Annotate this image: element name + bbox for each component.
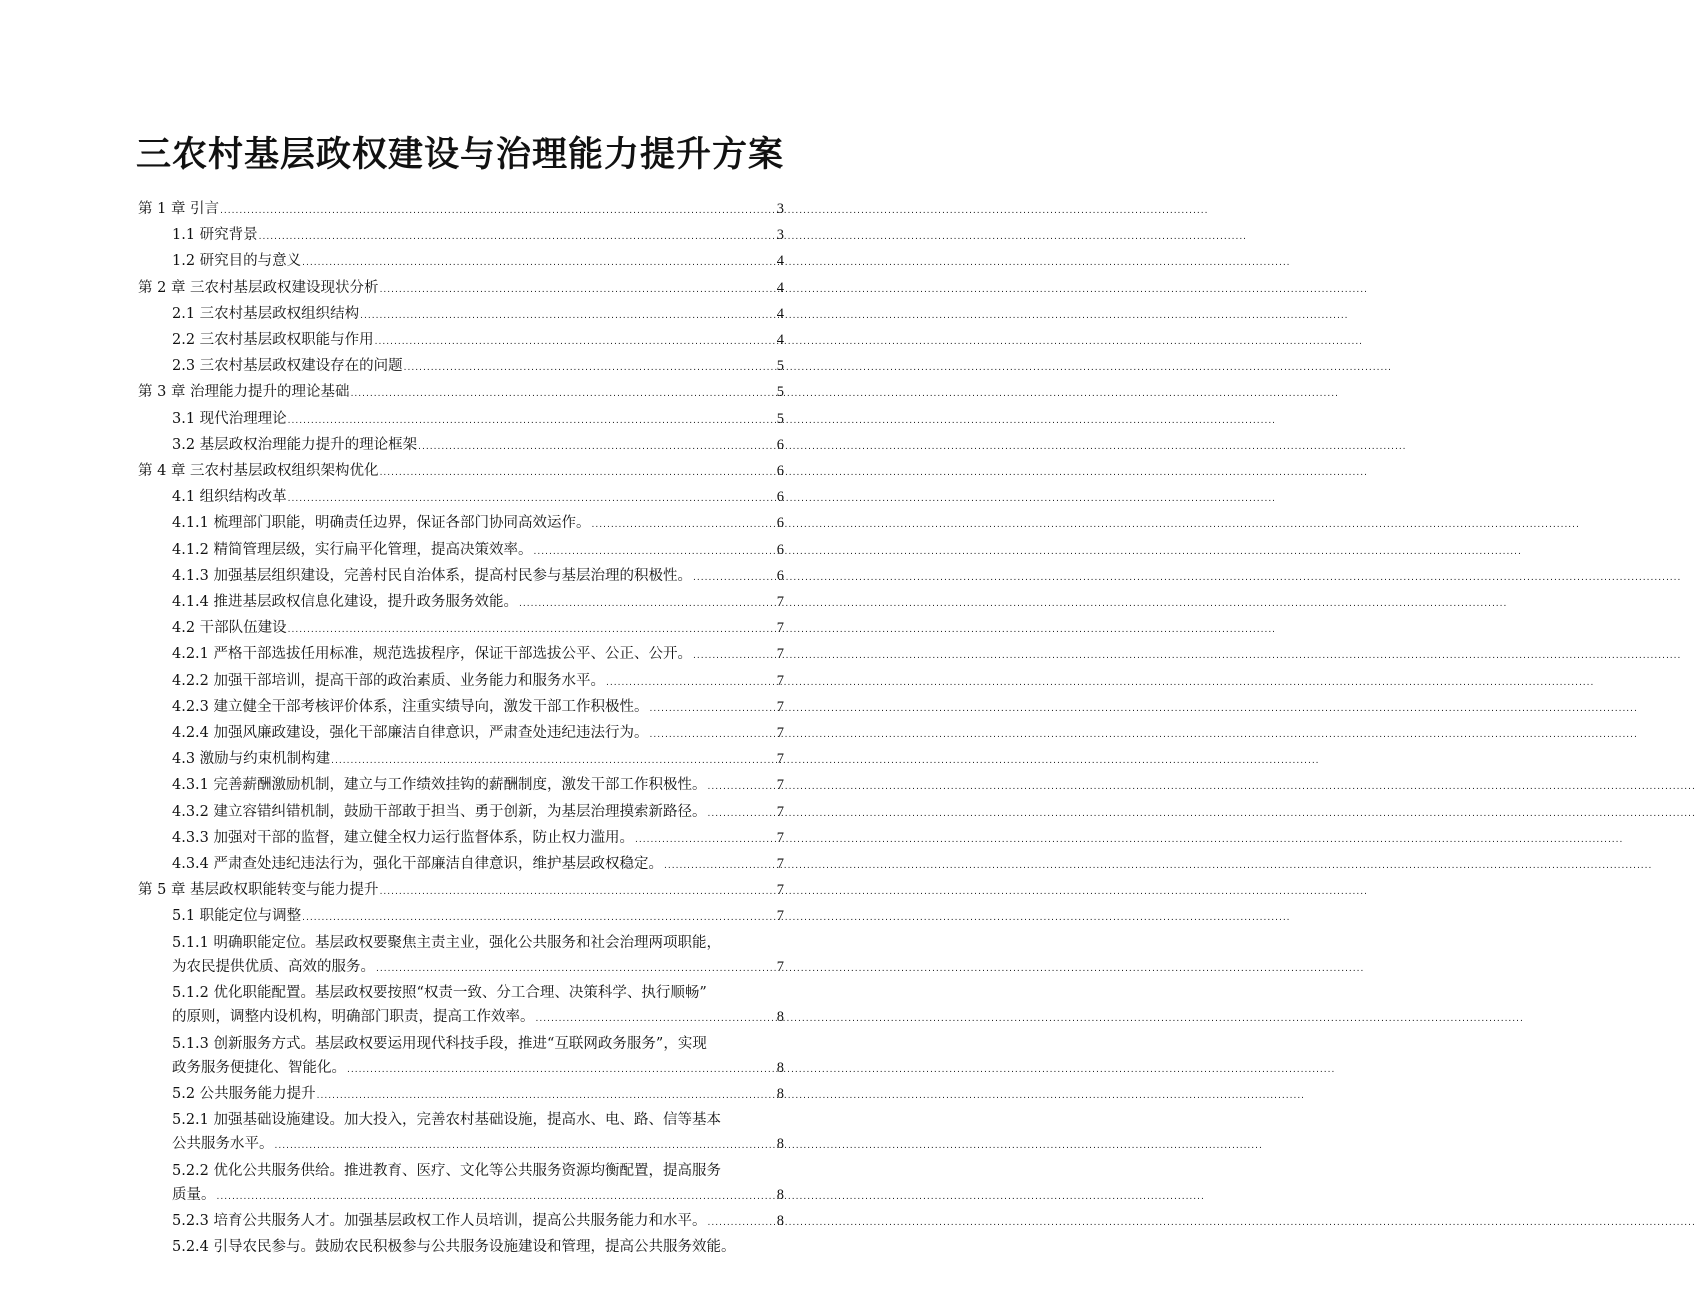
toc-page-number: 6 [776, 463, 784, 480]
toc-page-number: 8 [776, 1212, 784, 1229]
toc-page-number: 4 [776, 305, 784, 322]
toc-page-number: 6 [776, 515, 784, 532]
toc-entry-text: 4.2 干部队伍建设 [172, 620, 287, 637]
toc-dot-leader [708, 1211, 776, 1235]
toc-entry-text: 为农民提供优质、高效的服务。 [172, 958, 375, 975]
toc-entry-text: 4.1 组织结构改革 [172, 489, 287, 506]
toc-dot-leader [380, 880, 776, 904]
toc-page-number: 6 [776, 436, 784, 453]
toc-entry-text: 5.2 公共服务能力提升 [172, 1085, 316, 1102]
toc-section-entry[interactable] [138, 590, 784, 616]
toc-page-number: 5 [776, 384, 784, 401]
toc-dot-leader [375, 330, 776, 354]
toc-entry-text: 5.2.4 引导农民参与。鼓励农民积极参与公共服务设施建设和管理，提高公共服务效能。 [172, 1239, 736, 1256]
toc-page-number: 6 [776, 489, 784, 506]
toc-chapter-entry[interactable] [138, 878, 784, 904]
toc-section-entry[interactable] [138, 773, 784, 799]
toc-dot-leader [693, 566, 776, 590]
toc-dot-leader [418, 435, 776, 459]
toc-dot-leader [275, 1134, 776, 1158]
toc-section-entry[interactable] [138, 538, 784, 564]
toc-section-entry[interactable] [138, 302, 784, 328]
toc-page-number: 6 [776, 567, 784, 584]
toc-page-number: 7 [776, 829, 784, 846]
toc-entry-text: 4.1.4 推进基层政权信息化建设，提升政务服务效能。 [172, 594, 519, 611]
toc-entry-text: 4.2.1 严格干部选拔任用标准，规范选拔程序，保证干部选拔公平、公正、公开。 [172, 646, 693, 663]
toc-section-entry[interactable] [138, 721, 784, 747]
toc-dot-leader [347, 1058, 776, 1082]
toc-entry-text-line1: 5.1.2 优化职能配置。基层政权要按照“权责一致、分工合理、决策科学、执行顺畅” [172, 985, 707, 1002]
toc-page-number: 7 [776, 803, 784, 820]
toc-page-number: 7 [776, 620, 784, 637]
toc-entry-text: 4.2.2 加强干部培训，提高干部的政治素质、业务能力和服务水平。 [172, 672, 606, 689]
toc-section-entry[interactable] [138, 249, 784, 275]
toc-entry-text: 4.3.3 加强对干部的监督，建立健全权力运行监督体系，防止权力滥用。 [172, 829, 635, 846]
toc-entry-text: 1.1 研究背景 [172, 227, 258, 244]
toc-chapter-entry[interactable] [138, 276, 784, 302]
toc-page-number: 7 [776, 725, 784, 742]
toc-section-entry[interactable] [138, 981, 784, 1031]
toc-page-number: 8 [776, 1059, 784, 1076]
toc-dot-leader [288, 618, 776, 642]
toc-section-entry[interactable] [138, 407, 784, 433]
toc-page-number: 4 [776, 332, 784, 349]
toc-entry-text: 第 3 章 治理能力提升的理论基础 [138, 384, 350, 401]
toc-dot-leader [664, 854, 776, 878]
toc-dot-leader [288, 487, 776, 511]
toc-entry-text: 4.2.4 加强风廉政建设，强化干部廉洁自律意识，严肃查处违纪违法行为。 [172, 725, 649, 742]
toc-page-number: 7 [776, 698, 784, 715]
toc-section-entry[interactable] [138, 1209, 784, 1235]
toc-entry-text: 5.1 职能定位与调整 [172, 908, 302, 925]
toc-page-number: 5 [776, 358, 784, 375]
toc-chapter-entry[interactable] [138, 197, 784, 223]
toc-entry-text: 4.3 激励与约束机制构建 [172, 751, 331, 768]
toc-dot-leader [519, 592, 776, 616]
toc-section-entry[interactable] [138, 800, 784, 826]
toc-page-number: 7 [776, 777, 784, 794]
toc-page-number: 7 [776, 594, 784, 611]
toc-entry-text: 5.2.3 培育公共服务人才。加强基层政权工作人员培训，提高公共服务能力和水平。 [172, 1212, 707, 1229]
toc-section-entry[interactable] [138, 485, 784, 511]
toc-dot-leader [606, 671, 776, 695]
toc-dot-leader [217, 1185, 776, 1209]
toc-section-entry[interactable] [138, 564, 784, 590]
toc-dot-leader [317, 1084, 776, 1108]
toc-dot-leader [380, 461, 776, 485]
toc-page-number: 8 [776, 1009, 784, 1026]
toc-entry-text: 政务服务便捷化、智能化。 [172, 1059, 346, 1076]
toc-section-entry[interactable] [138, 1032, 784, 1082]
toc-entry-text-line1: 5.2.1 加强基础设施建设。加大投入，完善农村基础设施，提高水、电、路、信等基本 [172, 1112, 722, 1129]
toc-section-entry[interactable] [138, 328, 784, 354]
toc-entry-text: 第 4 章 三农村基层政权组织架构优化 [138, 463, 379, 480]
toc-dot-leader [302, 906, 776, 930]
toc-section-entry[interactable] [138, 354, 784, 380]
toc-entry-text: 的原则，调整内设机构，明确部门职责，提高工作效率。 [172, 1009, 535, 1026]
toc-page-number: 7 [776, 751, 784, 768]
toc-chapter-entry[interactable] [138, 459, 784, 485]
toc-page-number: 3 [776, 201, 784, 217]
toc-page-number: 7 [776, 908, 784, 925]
toc-entry-text: 第 2 章 三农村基层政权建设现状分析 [138, 279, 379, 296]
toc-entry-text: 3.2 基层政权治理能力提升的理论框架 [172, 436, 418, 453]
toc-dot-leader [708, 802, 776, 826]
toc-section-entry[interactable] [138, 852, 784, 878]
toc-dot-leader [635, 828, 776, 852]
toc-entry-text: 3.1 现代治理理论 [172, 410, 287, 427]
toc-section-entry[interactable] [138, 511, 784, 537]
toc-entry-text-line1: 5.1.1 明确职能定位。基层政权要聚焦主责主业，强化公共服务和社会治理两项职能， [172, 934, 722, 951]
toc-entry-text: 4.2.3 建立健全干部考核评价体系，注重实绩导向，激发干部工作积极性。 [172, 698, 649, 715]
toc-section-entry[interactable] [138, 1082, 784, 1108]
toc-dot-leader [288, 409, 776, 433]
toc-page-number: 8 [776, 1186, 784, 1203]
toc-dot-leader [536, 1007, 776, 1031]
toc-entry-text: 2.1 三农村基层政权组织结构 [172, 305, 360, 322]
page-title: 三农村基层政权建设与治理能力提升方案 [135, 134, 784, 175]
toc-page-number: 7 [776, 856, 784, 873]
toc-section-entry[interactable] [138, 433, 784, 459]
toc-entry-text: 1.2 研究目的与意义 [172, 253, 302, 270]
toc-section-entry[interactable] [138, 931, 784, 981]
toc-entry-text: 公共服务水平。 [172, 1136, 274, 1153]
toc-page-number: 5 [776, 410, 784, 427]
toc-page-number: 7 [776, 958, 784, 975]
toc-page-number: 4 [776, 253, 784, 270]
toc-section-entry[interactable] [138, 223, 784, 249]
toc-entry-text-line1: 5.2.2 优化公共服务供给。推进教育、医疗、文化等公共服务资源均衡配置，提高服务 [172, 1162, 722, 1179]
toc-dot-leader [404, 356, 776, 380]
toc-section-entry[interactable] [138, 1108, 784, 1158]
toc-dot-leader [360, 304, 776, 328]
toc-entry-text-line1: 5.1.3 创新服务方式。基层政权要运用现代科技手段，推进“互联网政务服务”，实现 [172, 1035, 707, 1052]
toc-entry-text: 质量。 [172, 1186, 216, 1203]
toc-entry-text: 4.1.1 梳理部门职能，明确责任边界，保证各部门协同高效运作。 [172, 515, 591, 532]
table-of-contents [138, 197, 784, 1259]
toc-page-number: 3 [776, 227, 784, 244]
toc-section-entry[interactable] [138, 669, 784, 695]
toc-dot-leader [376, 957, 776, 981]
toc-section-entry[interactable] [138, 695, 784, 721]
toc-entry-text: 2.3 三农村基层政权建设存在的问题 [172, 358, 403, 375]
toc-section-entry[interactable] [138, 642, 784, 668]
toc-dot-leader [650, 723, 776, 747]
toc-dot-leader [380, 278, 776, 302]
toc-entry-text: 4.3.4 严肃查处违纪违法行为，强化干部廉洁自律意识，维护基层政权稳定。 [172, 856, 664, 873]
toc-entry-text: 4.3.2 建立容错纠错机制，鼓励干部敢于担当、勇于创新，为基层治理摸索新路径。 [172, 803, 707, 820]
toc-section-entry[interactable] [138, 747, 784, 773]
toc-page-number: 7 [776, 672, 784, 689]
toc-page-number: 8 [776, 1136, 784, 1153]
toc-dot-leader [302, 251, 776, 275]
toc-page-number: 7 [776, 882, 784, 899]
toc-dot-leader [351, 382, 776, 406]
toc-entry-text: 4.1.3 加强基层组织建设，完善村民自治体系，提高村民参与基层治理的积极性。 [172, 567, 693, 584]
toc-section-entry[interactable] [138, 1159, 784, 1209]
toc-dot-leader [534, 540, 776, 564]
toc-entry-text: 4.3.1 完善薪酬激励机制，建立与工作绩效挂钩的薪酬制度，激发干部工作积极性。 [172, 777, 707, 794]
toc-page-number: 8 [776, 1085, 784, 1102]
toc-page-number: 6 [776, 541, 784, 558]
toc-dot-leader [693, 644, 776, 668]
toc-page-number: 4 [776, 279, 784, 296]
toc-entry-text: 第 1 章 引言 [138, 201, 220, 217]
toc-entry-text: 4.1.2 精简管理层级，实行扁平化管理，提高决策效率。 [172, 541, 533, 558]
toc-dot-leader [331, 749, 776, 773]
toc-section-entry[interactable] [138, 1235, 784, 1259]
toc-section-entry[interactable] [138, 826, 784, 852]
toc-dot-leader [592, 513, 776, 537]
toc-entry-text: 第 5 章 基层政权职能转变与能力提升 [138, 882, 379, 899]
toc-dot-leader [220, 199, 776, 223]
toc-dot-leader [708, 775, 776, 799]
toc-section-entry[interactable] [138, 904, 784, 930]
toc-entry-text: 2.2 三农村基层政权职能与作用 [172, 332, 374, 349]
toc-dot-leader [650, 697, 776, 721]
toc-section-entry[interactable] [138, 616, 784, 642]
toc-chapter-entry[interactable] [138, 380, 784, 406]
toc-dot-leader [259, 225, 776, 249]
toc-page-number: 7 [776, 646, 784, 663]
